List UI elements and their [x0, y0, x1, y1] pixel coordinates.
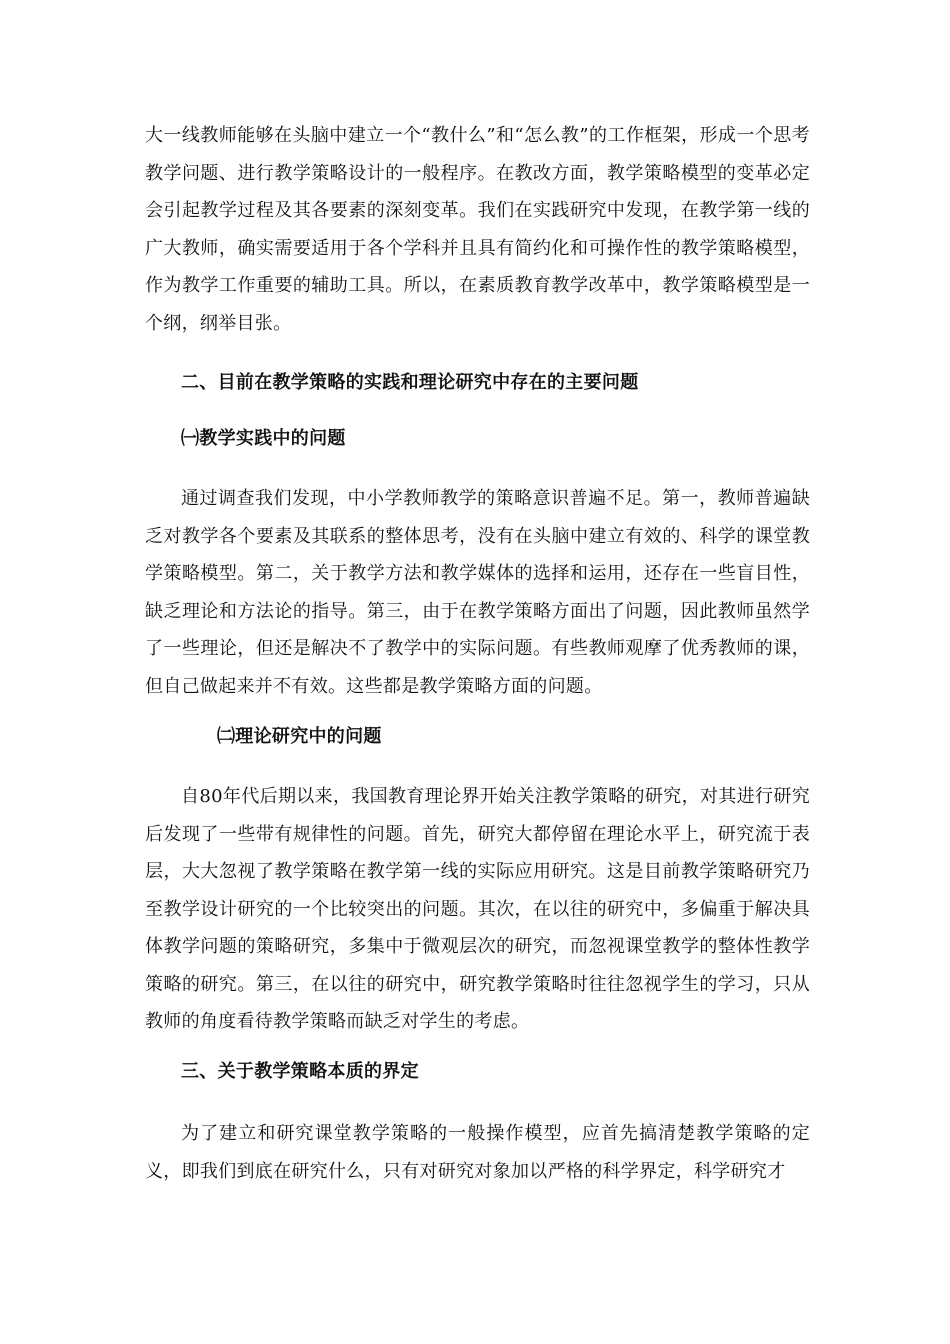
section-heading-3: 三、关于教学策略本质的界定 — [181, 1061, 419, 1082]
section-heading-2: 二、目前在教学策略的实践和理论研究中存在的主要问题 — [181, 372, 639, 393]
body-paragraph-practice: 通过调查我们发现，中小学教师教学的策略意识普遍不足。第一，教师普遍缺乏对教学各个要素及其联系的整体思考，没有在头脑中建立有效的、科学的课堂教学策略模型。第二，关于教学方法和教学媒体的选择和运用，还存在一些盲目性，缺乏理论和方法论的指导。第三，由于在教学策略方面出了问题，因此教师虽然学了一些理论，但还是解决不了教学中的实际问题。有些教师观摩了优秀教师的课，但自己做起来并不有效。这些都是教学策略方面的问题。 — [145, 488, 810, 697]
subsection-heading-practice-problems: ㈠教学实践中的问题 — [181, 428, 346, 449]
body-paragraph-theory: 自80年代后期以来，我国教育理论界开始关注教学策略的研究，对其进行研究后发现了一些带有规律性的问题。首先，研究大都停留在理论水平上，研究流于表层，大大忽视了教学策略在教学第一线的实际应用研究。这是目前教学策略研究乃至教学设计研究的一个比较突出的问题。其次，在以往的研究中，多偏重于解决具体教学问题的策略研究，多集中于微观层次的研究，而忽视课堂教学的整体性教学策略的研究。第三，在以往的研究中，研究教学策略时往往忽视学生的学习，只从教师的角度看待教学策略而缺乏对学生的考虑。 — [145, 786, 810, 1032]
body-paragraph-continued: 大一线教师能够在头脑中建立一个“教什么”和“怎么教”的工作框架，形成一个思考教学问题、进行教学策略设计的一般程序。在教改方面，教学策略模型的变革必定会引起教学过程及其各要素的深刻变革。我们在实践研究中发现，在教学第一线的广大教师，确实需要适用于各个学科并且具有简约化和可操作性的教学策略模型，作为教学工作重要的辅助工具。所以，在素质教育教学改革中，教学策略模型是一个纲，纲举目张。 — [145, 125, 810, 334]
subsection-heading-theory-problems: ㈡理论研究中的问题 — [217, 726, 382, 747]
body-paragraph-definition: 为了建立和研究课堂教学策略的一般操作模型，应首先搞清楚教学策略的定义，即我们到底在研究什么，只有对研究对象加以严格的科学界定，科学研究才 — [145, 1123, 810, 1182]
